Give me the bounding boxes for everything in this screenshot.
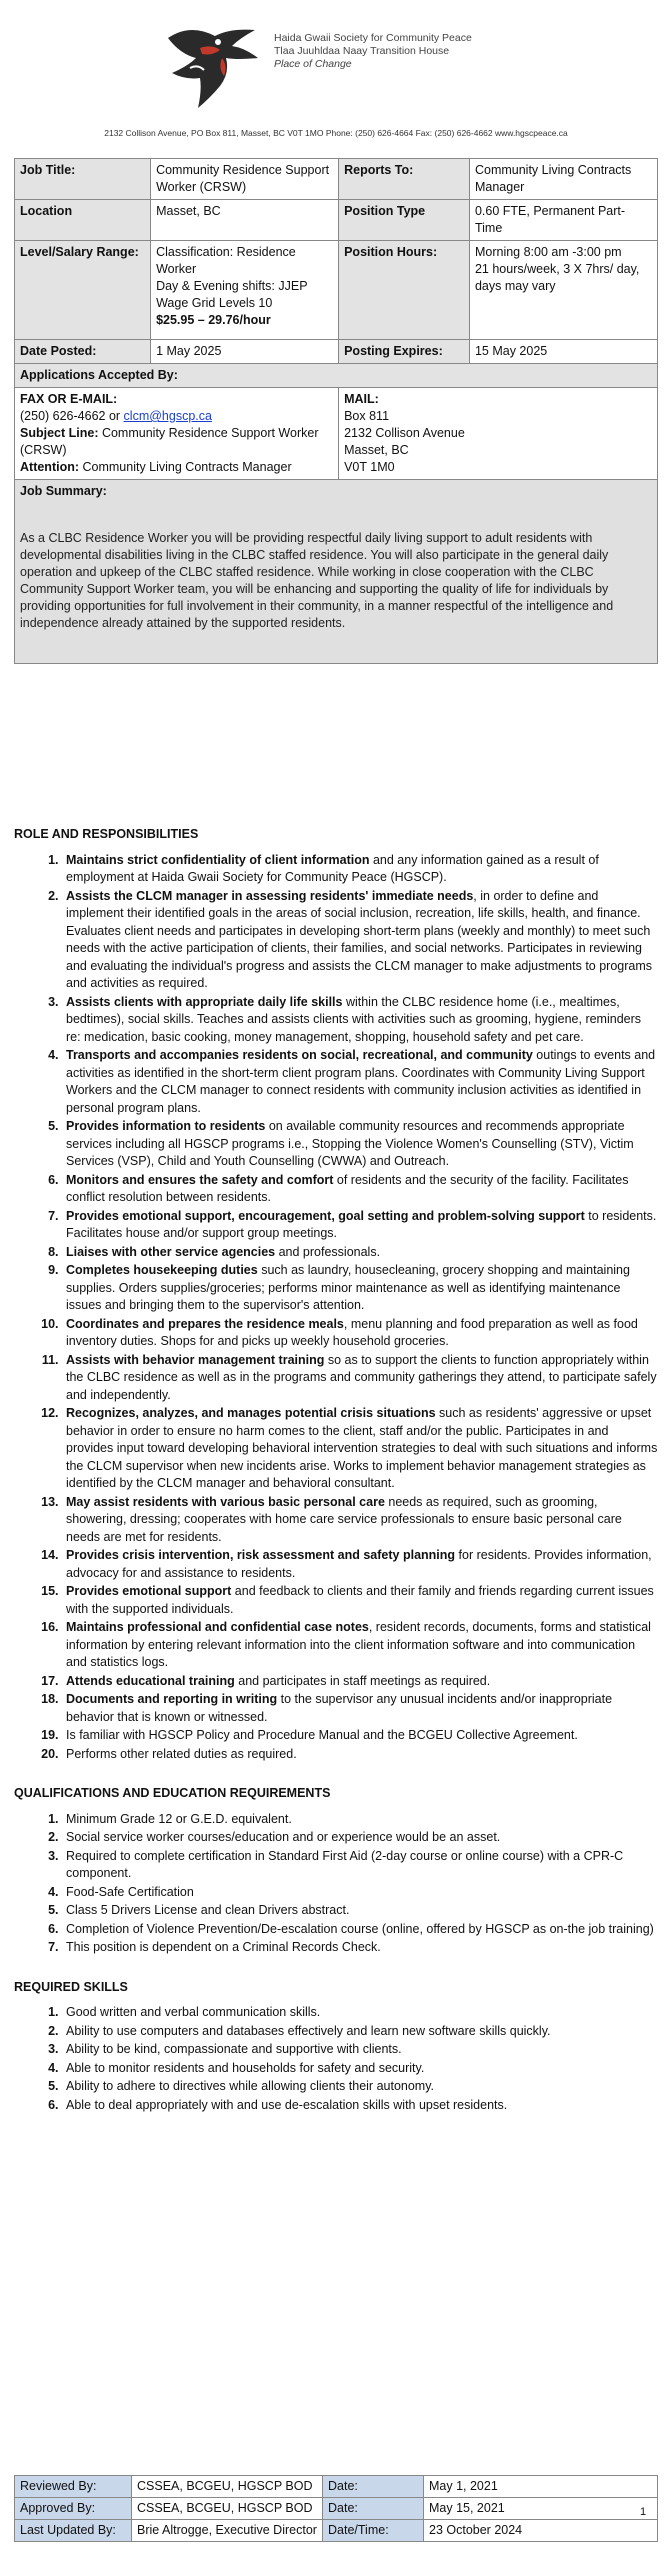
attention-label: Attention: bbox=[20, 460, 80, 474]
approved-date-label: Date: bbox=[323, 2498, 424, 2520]
org-tagline: Place of Change bbox=[274, 58, 352, 70]
role-item-text: , in order to define and implement their identified goals in the areas of social inclusion, recreation, life skills, health, and finance. Evaluates client needs and participates in developing short-term plans (weekly and monthly) to meet such needs with the active participation of clients, their families, and social networks. Participates in reviewing and evaluating the individual's progress and assists the CLCM manager to make adjustments to programs and activities as required. bbox=[66, 888, 653, 990]
approved-date: May 15, 2021 bbox=[424, 2498, 658, 2520]
role-item-text: for residents. Provides information, advocacy for and assistance to residents. bbox=[66, 1548, 652, 1580]
role-item bbox=[62, 1244, 658, 1262]
skills-list bbox=[14, 2004, 658, 2114]
role-item-text: needs as required, such as grooming, showering, dressing; cooperates with home care service professionals to ensure basic personal care needs are met for residents. bbox=[66, 1494, 622, 1544]
role-item-bold: Assists clients with appropriate daily life skills bbox=[66, 994, 343, 1009]
shifts: Day & Evening shifts: JJEP Wage Grid Levels 10 bbox=[156, 279, 308, 310]
org-name: Haida Gwaii Society for Community Peace bbox=[274, 32, 472, 44]
mail-line-3: Masset, BC bbox=[344, 443, 409, 457]
role-item bbox=[62, 1405, 658, 1493]
role-item-text: and professionals. bbox=[275, 1244, 381, 1259]
role-item bbox=[62, 1673, 658, 1691]
role-item-bold: Assists the CLCM manager in assessing residents' immediate needs bbox=[66, 888, 474, 903]
role-item bbox=[62, 888, 658, 993]
role-item-bold: Recognizes, analyzes, and manages potential crisis situations bbox=[66, 1406, 436, 1420]
summary-label: Job Summary: bbox=[20, 484, 107, 498]
fax-phone: (250) 626-4662 or bbox=[20, 409, 124, 423]
updated-date-label: Date/Time: bbox=[323, 2520, 424, 2542]
salary-label: Level/Salary Range: bbox=[15, 241, 151, 340]
role-item-text: Is familiar with HGSCP Policy and Procedure Manual and the BCGEU Collective Agreement. bbox=[66, 1728, 578, 1742]
role-item-text: Performs other related duties as required. bbox=[66, 1746, 297, 1761]
job-summary: As a CLBC Residence Worker you will be providing respectful daily living support to adult residents with developmental disabilities living in the CLBC staffed residence. You will also participate in the general daily operation and upkeep of the CLBC staffed residence. While working in close cooperation with the CLBC Community Support Worker team, you will be enhancing and supporting the quality of life for individuals by providing opportunities for full involvement in their community, in a manner respectful of the intelligence and independence already attained by the supported residents. bbox=[20, 531, 614, 630]
mail-line-4: V0T 1M0 bbox=[344, 460, 395, 474]
role-item-bold: Liaises with other service agencies bbox=[66, 1244, 276, 1259]
hours-label: Position Hours: bbox=[339, 241, 470, 340]
hours-1: Morning 8:00 am -3:00 pm bbox=[474, 245, 622, 259]
roles-list bbox=[14, 852, 658, 1764]
skill-item: 6. Able to deal appropriately with and use de-escalation skills with upset residents. bbox=[62, 2097, 658, 2115]
revision-table bbox=[14, 2475, 658, 2542]
role-item-bold: Provides crisis intervention, risk assessment and safety planning bbox=[66, 1548, 456, 1562]
location-label: Location bbox=[15, 200, 151, 241]
role-item-bold: Coordinates and prepares the residence meals bbox=[66, 1316, 344, 1331]
qualification-item: 2. Social service worker courses/education and or experience would be an asset. bbox=[62, 1829, 658, 1847]
reviewed-date-label: Date: bbox=[323, 2476, 424, 2498]
qualification-item: 7. This position is dependent on a Criminal Records Check. bbox=[62, 1939, 658, 1957]
page-number: 1 bbox=[640, 2506, 647, 2518]
role-item-bold: Maintains professional and confidential case notes bbox=[66, 1620, 369, 1634]
approved-label: Approved By: bbox=[15, 2498, 132, 2520]
mail-line-1: Box 811 bbox=[344, 409, 390, 423]
skill-item: 5. Ability to adhere to directives while allowing clients their autonomy. bbox=[62, 2078, 658, 2096]
role-item bbox=[62, 1118, 658, 1171]
approved-value: CSSEA, BCGEU, HGSCP BOD bbox=[132, 2498, 323, 2520]
qualification-item: 6. Completion of Violence Prevention/De-escalation course (online, offered by HGSCP as on-the job training) bbox=[62, 1921, 658, 1939]
email-link[interactable]: clcm@hgscp.ca bbox=[123, 409, 212, 423]
role-item-bold: Attends educational training bbox=[66, 1673, 235, 1688]
role-item bbox=[62, 1746, 658, 1764]
role-item-text: to the supervisor any unusual incidents and/or inappropriate behavior that is known or witnessed. bbox=[66, 1692, 613, 1724]
updated-value: Brie Altrogge, Executive Director bbox=[132, 2520, 323, 2542]
role-item-bold: Monitors and ensures the safety and comfort bbox=[66, 1172, 334, 1187]
role-item-bold: Maintains strict confidentiality of client information bbox=[66, 852, 370, 867]
role-item bbox=[62, 1727, 658, 1745]
role-item-bold: Provides emotional support, encouragement, goal setting and problem-solving support bbox=[66, 1208, 585, 1223]
role-item-text: , resident records, documents, forms and statistical information by entering relevant information into the client information software and into communication and statistics logs. bbox=[66, 1620, 651, 1669]
roles-heading: ROLE AND RESPONSIBILITIES bbox=[14, 827, 199, 841]
role-item bbox=[62, 1208, 658, 1243]
location-value: Masset, BC bbox=[151, 200, 339, 241]
role-item bbox=[62, 1262, 658, 1315]
skill-item: 4. Able to monitor residents and households for safety and security. bbox=[62, 2060, 658, 2078]
qualification-item: 1. Minimum Grade 12 or G.E.D. equivalent. bbox=[62, 1811, 658, 1829]
reports-to-value: Community Living Contracts Manager bbox=[469, 159, 657, 200]
role-item-text: and participates in staff meetings as required. bbox=[234, 1673, 491, 1688]
role-item-bold: Completes housekeeping duties bbox=[66, 1263, 258, 1277]
document-body bbox=[14, 826, 658, 2136]
expires-value: 15 May 2025 bbox=[469, 340, 657, 364]
classification: Classification: Residence Worker bbox=[156, 245, 296, 276]
role-item-text: such as residents' aggressive or upset behavior in order to ensure no harm comes to the client, staff and/or the public. Participates in and provides input toward developing behavioral intervention strategies to deal with such situations and informs the CLCM supervisor when new incidents arise. Works to implement behavior management strategies as identified by the CLCM manager and behavioral consultant. bbox=[66, 1406, 658, 1490]
letterhead bbox=[0, 0, 672, 138]
role-item bbox=[62, 1691, 658, 1726]
qualification-item: 3. Required to complete certification in Standard First Aid (2-day course or online course) with a CPR-C component. bbox=[62, 1848, 658, 1883]
role-item-text: within the CLBC residence home (i.e., mealtimes, bedtimes), social skills. Teaches and assists clients with activities such as grooming, hygiene, reminders re: medication, basic cooking, money management, shopping, household safety and pet care. bbox=[66, 994, 642, 1044]
role-item-text: on available community resources and recommends appropriate services including all HGSCP programs i.e., Stopping the Violence Women's Counselling (STV), Victim Services (VSP), Child and Youth Counselling (CWWA) and Outreach. bbox=[66, 1119, 634, 1168]
hours-2: 21 hours/week, 3 X 7hrs/ day, days may vary bbox=[474, 262, 640, 293]
role-item bbox=[62, 1619, 658, 1672]
qualifications-heading: QUALIFICATIONS AND EDUCATION REQUIREMENTS bbox=[14, 1786, 331, 1800]
date-posted-label: Date Posted: bbox=[15, 340, 151, 364]
role-item-text: and any information gained as a result of employment at Haida Gwaii Society for Community Peace (HGSCP). bbox=[66, 852, 599, 884]
reports-to-label: Reports To: bbox=[339, 159, 470, 200]
org-address: 2132 Collison Avenue, PO Box 811, Masset, BC V0T 1MO Phone: (250) 626-4664 Fax: (250) 626-4662 www.hgscpeace.ca bbox=[104, 128, 568, 138]
raven-logo-icon bbox=[160, 18, 265, 113]
role-item-text: such as laundry, housecleaning, grocery shopping and maintaining supplies. Orders supplies/groceries; performs minor maintenance as well as identifying maintenance issues and bringing them to the supervisor's attention. bbox=[66, 1263, 630, 1312]
skill-item: 2. Ability to use computers and databases effectively and learn new software skills quickly. bbox=[62, 2023, 658, 2041]
role-item-text: of residents and the security of the facility. Facilitates conflict resolution between residents. bbox=[66, 1172, 629, 1204]
role-item-text: so as to support the clients to function appropriately within the CLBC residence as well as in the programs and community gatherings they attend, to participate safely and independently. bbox=[66, 1352, 657, 1402]
role-item bbox=[62, 852, 658, 887]
role-item-bold: Documents and reporting in writing bbox=[66, 1692, 278, 1706]
reviewed-value: CSSEA, BCGEU, HGSCP BOD bbox=[132, 2476, 323, 2498]
role-item bbox=[62, 1047, 658, 1117]
qualification-item: 4. Food-Safe Certification bbox=[62, 1884, 658, 1902]
updated-date: 23 October 2024 bbox=[424, 2520, 658, 2542]
skill-item: 3. Ability to be kind, compassionate and supportive with clients. bbox=[62, 2041, 658, 2059]
job-title-value: Community Residence Support Worker (CRSW) bbox=[151, 159, 339, 200]
subject-label: Subject Line: bbox=[20, 426, 99, 440]
role-item-text: outings to events and activities as identified in the short-term client program plans. Coordinates with Community Living Support Workers and the CLCM manager to connect residents with community inclusion activities as identified in personal program plans. bbox=[66, 1048, 656, 1115]
fax-label: FAX OR E-MAIL: bbox=[20, 392, 118, 406]
job-title-label: Job Title: bbox=[15, 159, 151, 200]
position-type-value: 0.60 FTE, Permanent Part-Time bbox=[469, 200, 657, 241]
expires-label: Posting Expires: bbox=[339, 340, 470, 364]
role-item-text: to residents. Facilitates house and/or support group meetings. bbox=[66, 1208, 657, 1240]
skill-item: 1. Good written and verbal communication skills. bbox=[62, 2004, 658, 2022]
position-type-label: Position Type bbox=[339, 200, 470, 241]
role-item bbox=[62, 994, 658, 1047]
role-item-text: , menu planning and food preparation as well as food inventory duties. Shops for and picks up weekly household groceries. bbox=[66, 1316, 638, 1348]
updated-label: Last Updated By: bbox=[15, 2520, 132, 2542]
job-info-table bbox=[14, 158, 658, 664]
org-name-haida: Tlaa Juuhldaa Naay Transition House bbox=[274, 45, 450, 57]
applications-label: Applications Accepted By: bbox=[15, 364, 658, 388]
role-item bbox=[62, 1352, 658, 1405]
role-item-bold: Provides information to residents bbox=[66, 1119, 266, 1133]
role-item bbox=[62, 1583, 658, 1618]
role-item bbox=[62, 1547, 658, 1582]
qualification-item: 5. Class 5 Drivers License and clean Drivers abstract. bbox=[62, 1902, 658, 1920]
role-item-bold: May assist residents with various basic personal care bbox=[66, 1494, 385, 1509]
role-item bbox=[62, 1494, 658, 1547]
mail-label: MAIL: bbox=[344, 392, 379, 406]
role-item bbox=[62, 1316, 658, 1351]
role-item-text: and feedback to clients and their family and friends regarding current issues with the supported individuals. bbox=[66, 1584, 654, 1616]
role-item bbox=[62, 1172, 658, 1207]
role-item-bold: Provides emotional support bbox=[66, 1584, 232, 1598]
mail-line-2: 2132 Collison Avenue bbox=[344, 426, 465, 440]
role-item-bold: Transports and accompanies residents on social, recreational, and community bbox=[66, 1048, 533, 1062]
reviewed-date: May 1, 2021 bbox=[424, 2476, 658, 2498]
attention-value: Community Living Contracts Manager bbox=[79, 460, 292, 474]
skills-heading: REQUIRED SKILLS bbox=[14, 1979, 128, 1994]
date-posted-value: 1 May 2025 bbox=[151, 340, 339, 364]
role-item-bold: Assists with behavior management training bbox=[66, 1352, 325, 1367]
subject-value: Community Residence Support Worker (CRSW) bbox=[20, 426, 319, 457]
reviewed-label: Reviewed By: bbox=[15, 2476, 132, 2498]
wage: $25.95 – 29.76/hour bbox=[156, 313, 271, 327]
qualifications-list bbox=[14, 1811, 658, 1957]
